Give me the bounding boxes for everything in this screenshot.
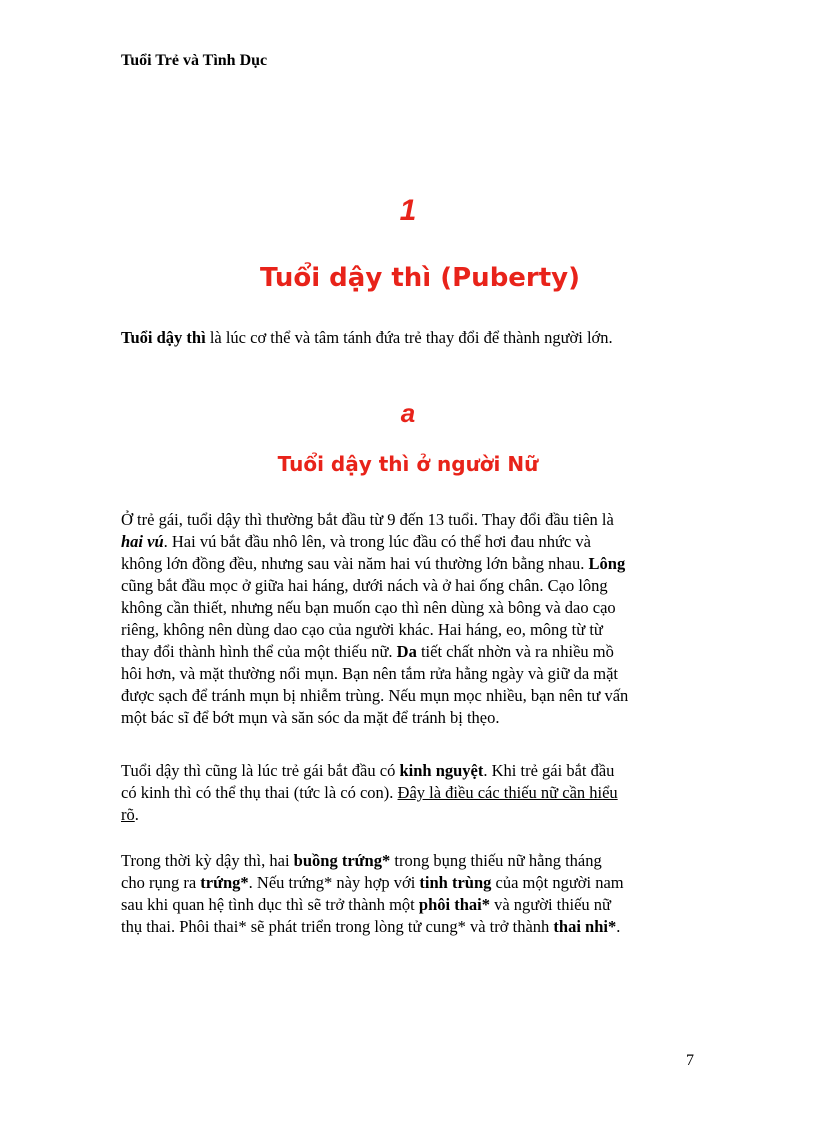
p1-text: thay đổi thành hình thể của một thiếu nữ. [121,642,397,661]
intro-paragraph [121,327,711,349]
p1-text: . Hai vú bắt đầu nhô lên, và trong lúc đầu có thể hơi đau nhức và [163,532,591,551]
p1-term-skin: Da [396,642,417,661]
p3-text: . [616,917,621,936]
p2-text: . [134,805,139,824]
p3-text: và người thiếu nữ [489,895,611,914]
p2-emphasis: Đây là điều các thiếu nữ cần hiểu [397,783,618,802]
p3-line [121,916,701,938]
p2-line [121,804,701,826]
p2-text: . Khi trẻ gái bắt đầu [483,761,615,780]
section-title: Tuổi dậy thì ở người Nữ [277,452,539,476]
p3-term-sperm: tinh trùng [419,873,492,892]
section-letter: a [400,398,416,428]
p2-emphasis: rõ [121,805,135,824]
p3-line [121,894,701,916]
p1-line: riêng, không nên dùng dao cạo của người khác. Hai háng, eo, mông từ từ [121,620,603,639]
p2-term-menstruation: kinh nguyệt [399,761,484,780]
chapter-number: 1 [399,194,417,227]
p3-text: sau khi quan hệ tình dục thì sẽ trở thành một [121,895,419,914]
p3-text: cho rụng ra [121,873,201,892]
page-number: 7 [686,1052,694,1069]
p1-text: không lớn đồng đều, nhưng sau vài năm hai vú thường lớn bằng nhau. [121,554,589,573]
paragraph-2 [121,760,701,826]
p3-text: thụ thai. Phôi thai* sẽ phát triển trong lòng tử cung* và trở thành [121,917,554,936]
p3-term-ovaries: buồng trứng* [293,851,391,870]
running-header: Tuổi Trẻ và Tình Dục [121,52,268,69]
p2-text: Tuổi dậy thì cũng là lúc trẻ gái bắt đầu có [121,761,400,780]
p2-text: có kinh thì có thể thụ thai (tức là có con). [121,783,398,802]
p3-term-fetus: thai nhi* [553,917,617,936]
p3-text: . Nếu trứng* này hợp với [248,873,420,892]
p3-text: của một người nam [491,873,624,892]
p1-term-breasts: hai vú [121,532,164,551]
p3-text: trong bụng thiếu nữ hằng tháng [390,851,602,870]
chapter-title: Tuổi dậy thì (Puberty) [259,263,581,293]
p2-line [121,782,701,804]
paragraph-3 [121,850,701,938]
p1-line: được sạch để tránh mụn bị nhiễm trùng. Nếu mụn mọc nhiều, bạn nên tư vấn [121,686,629,705]
p1-line: hôi hơn, và mặt thường nổi mụn. Bạn nên tắm rửa hằng ngày và giữ da mặt [121,664,619,683]
p1-line: cũng bắt đầu mọc ở giữa hai háng, dưới nách và ở hai ống chân. Cạo lông [121,576,608,595]
p1-line [121,553,701,575]
p1-term-hair: Lông [588,554,626,573]
p3-text: Trong thời kỳ dậy thì, hai [121,851,294,870]
p3-term-embryo: phôi thai* [418,895,490,914]
intro-term: Tuổi dậy thì [121,328,206,347]
p1-line: Ở trẻ gái, tuổi dậy thì thường bắt đầu từ 9 đến 13 tuổi. Thay đổi đầu tiên là [121,510,614,529]
p3-term-egg: trứng* [200,873,249,892]
p3-line [121,850,701,872]
p1-line [121,641,701,663]
p1-line [121,531,701,553]
intro-text: là lúc cơ thể và tâm tánh đứa trẻ thay đổi để thành người lớn. [205,328,613,347]
p1-line: một bác sĩ để bớt mụn và săn sóc da mặt để tránh bị thẹo. [121,708,500,727]
paragraph-1 [121,509,701,729]
p3-line [121,872,701,894]
p1-text: tiết chất nhờn và ra nhiều mồ [416,642,614,661]
p1-line: không cần thiết, nhưng nếu bạn muốn cạo thì nên dùng xà bông và dao cạo [121,598,616,617]
p2-line [121,760,701,782]
